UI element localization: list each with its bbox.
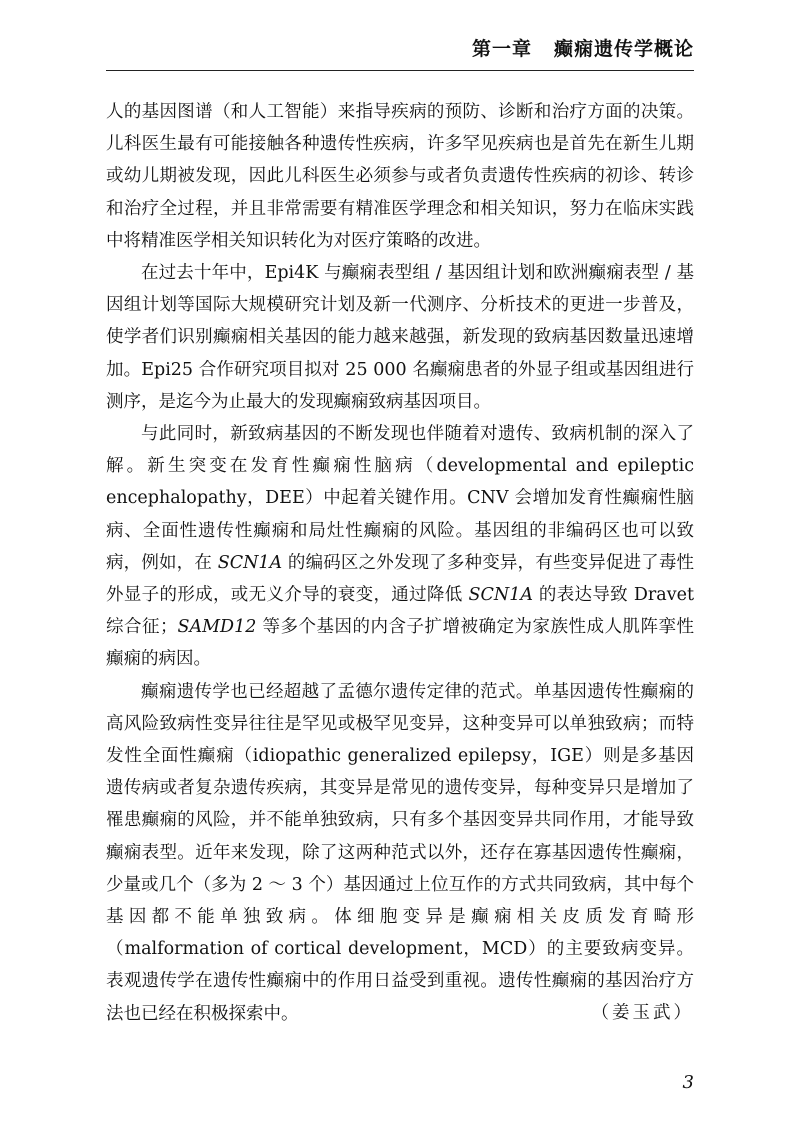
page-number: 3 xyxy=(682,1072,694,1093)
paragraph-text: 与此同时，新致病基因的不断发现也伴随着对遗传、致病机制的深入了解。新生突变在发育性癫痫性脑病（developmental and epileptic encephalopathy，DEE）中起着关键作用。CNV 会增加发育性癫痫性脑病、全面性遗传性癫痫和局灶性癫痫的风险。基因组的非编码区也可以致病，例如，在 xyxy=(106,424,694,573)
gene-name: SAMD12 xyxy=(177,617,257,638)
chapter-number: 第一章 xyxy=(471,38,532,60)
paragraph-text: 在过去十年中，Epi4K 与癫痫表型组 / 基因组计划和欧洲癫痫表型 / 基因组计划等国际大规模研究计划及新一代测序、分析技术的更进一步普及，使学者们识别癫痫相关基因的能力越来越强，新发现的致病基因数量迅速增加。Epi25 合作研究项目拟对 25 000 名癫痫患者的外显子组或基因组进行测序，是迄今为止最大的发现癫痫致病基因项目。 xyxy=(106,263,694,412)
header-rule xyxy=(106,70,694,71)
paragraph xyxy=(106,676,694,1030)
paragraph-text: 的编码区之外发现了多种变异，有些变异促进了毒性外显子的形成，或无义介导的衰变，通过降低 xyxy=(106,552,695,606)
paragraph-text: 等多个基因的内含子扩增被确定为家族性成人肌阵挛性癫痫的病因。 xyxy=(106,617,695,670)
paragraph xyxy=(106,257,694,418)
paragraph xyxy=(106,418,694,676)
author-signature: （姜玉武） xyxy=(591,1003,694,1023)
gene-name: SCN1A xyxy=(217,552,283,573)
paragraph xyxy=(106,96,694,257)
paragraph-text: 的表达导致 Dravet 综合征； xyxy=(106,585,695,638)
body-text xyxy=(106,96,694,1030)
running-header xyxy=(472,34,694,61)
paragraph-text: 人的基因图谱（和人工智能）来指导疾病的预防、诊断和治疗方面的决策。儿科医生最有可能接触各种遗传性疾病，许多罕见疾病也是首先在新生儿期或幼儿期被发现，因此儿科医生必须参与或者负责遗传性疾病的初诊、转诊和治疗全过程，并且非常需要有精准医学理念和相关知识，努力在临床实践中将精准医学相关知识转化为对医疗策略的改进。 xyxy=(106,102,694,251)
gene-name: SCN1A xyxy=(468,585,533,606)
paragraph-text: 癫痫遗传学也已经超越了孟德尔遗传定律的范式。单基因遗传性癫痫的高风险致病性变异往往是罕见或极罕见变异，这种变异可以单独致病；而特发性全面性癫痫（idiopathic generalized epilepsy，IGE）则是多基因遗传病或者复杂遗传疾病，其变异是常见的遗传变异，每种变异只是增加了罹患癫痫的风险，并不能单独致病，只有多个基因变异共同作用，才能导致癫痫表型。近年来发现，除了这两种范式以外，还存在寡基因遗传性癫痫，少量或几个（多为 2 ～ 3 个）基因通过上位互作的方式共同致病，其中每个基因都不能单独致病。体细胞变异是癫痫相关皮质发育畸形（malformation of cortical development，MCD）的主要致病变异。表观遗传学在遗传性癫痫中的作用日益受到重视。遗传性癫痫的基因治疗方法也已经在积极探索中。 xyxy=(106,681,694,1024)
chapter-title: 癫痫遗传学概论 xyxy=(553,38,694,60)
